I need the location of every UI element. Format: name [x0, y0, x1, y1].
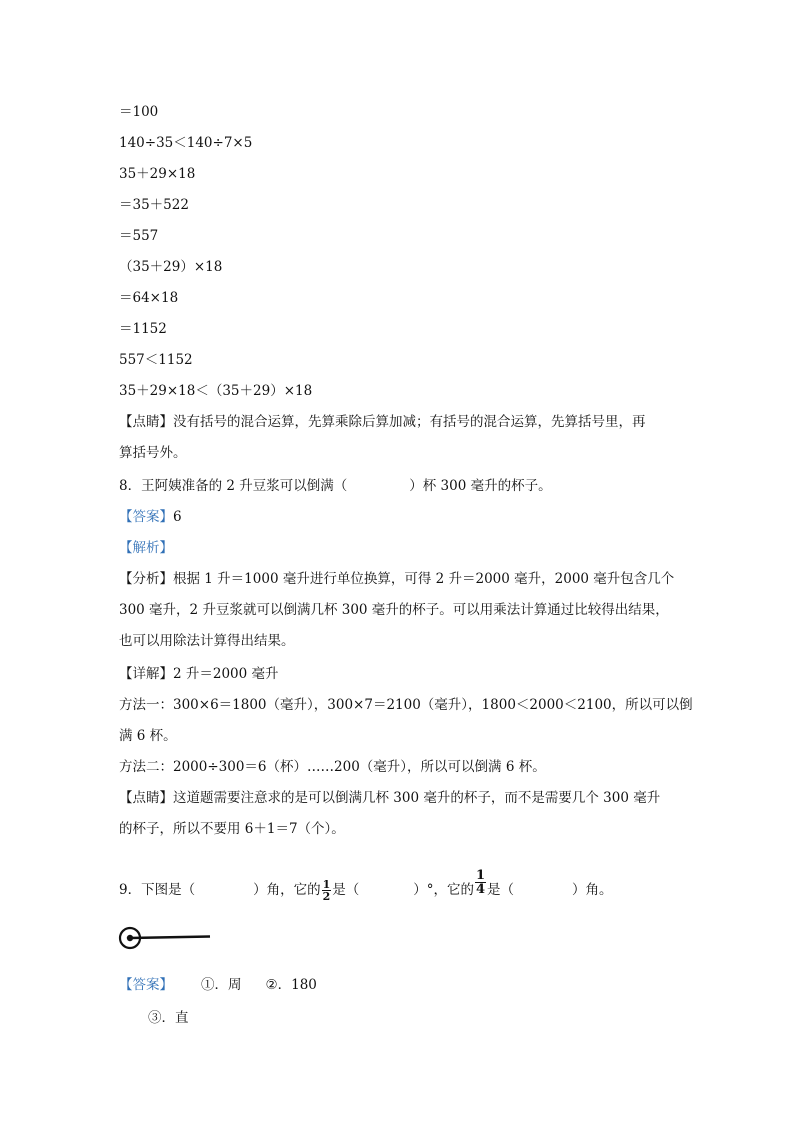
- q8-xiangjie: 【详解】2 升＝2000 毫升: [119, 666, 279, 682]
- calc-line: 557＜1152: [119, 352, 193, 368]
- q8-fenxi-cont: 300 毫升，2 升豆浆就可以倒满几杯 300 毫升的杯子。可以用乘法计算通过比较得出结果，: [119, 602, 669, 618]
- answer-tag: 【答案】: [119, 977, 173, 993]
- fraction-quarter: $\frac{1}{4}$: [476, 868, 486, 897]
- q8-method1-cont: 满 6 杯。: [119, 728, 177, 744]
- q8-answer: [119, 508, 182, 526]
- xiangjie-tag: 【详解】: [119, 666, 173, 682]
- tip-tag: 【点睛】: [119, 790, 173, 806]
- calc-line: ＝100: [119, 104, 159, 120]
- q9-question: 9．下图是（ ）角，它的 $\frac{1}{2}$ 是（ ）°，它的 $\frac{1}{4}$ 是（ ）角。: [119, 868, 613, 903]
- fenxi-tag: 【分析】: [119, 571, 173, 587]
- q8-fenxi-cont: 也可以用除法计算得出结果。: [119, 633, 295, 649]
- tip-tag: 【点睛】: [119, 414, 173, 430]
- q8-question: 8．王阿姨准备的 2 升豆浆可以倒满（ ）杯 300 毫升的杯子。: [119, 478, 552, 494]
- q8-tip-cont: 的杯子，所以不要用 6＋1＝7（个）。: [119, 821, 345, 837]
- q8-analysis-tag: 【解析】: [119, 540, 173, 556]
- answer-value: 6: [173, 509, 182, 525]
- q8-fenxi: 【分析】根据 1 升＝1000 毫升进行单位换算，可得 2 升＝2000 毫升，2000 毫升包含几个: [119, 571, 675, 587]
- answer-1: ①．周: [201, 977, 242, 993]
- fraction-half: $\frac{1}{2}$: [322, 878, 331, 903]
- q9-answer: [119, 976, 317, 994]
- calc-line: 35＋29×18: [119, 166, 196, 182]
- calc-line: ＝64×18: [119, 290, 179, 306]
- calc-line: ＝557: [119, 228, 159, 244]
- full-angle-figure: [117, 925, 217, 953]
- answer-3: ③．直: [148, 1010, 189, 1026]
- q7-tip-cont: 算括号外。: [119, 445, 187, 461]
- calc-line: ＝1152: [119, 321, 167, 337]
- calc-line: 35＋29×18＜（35＋29）×18: [119, 383, 313, 399]
- tip-text: 没有括号的混合运算，先算乘除后算加减；有括号的混合运算，先算括号里，再: [173, 414, 646, 430]
- q8-method2: 方法二：2000÷300＝6（杯）……200（毫升），所以可以倒满 6 杯。: [119, 759, 546, 775]
- q8-method1: 方法一：300×6＝1800（毫升），300×7＝2100（毫升），1800＜2000＜2100，所以可以倒: [119, 697, 693, 713]
- q7-tip: [119, 413, 646, 431]
- calc-line: ＝35＋522: [119, 197, 189, 213]
- q8-tip: 【点睛】这道题需要注意求的是可以倒满几杯 300 毫升的杯子，而不是需要几个 300 毫升: [119, 790, 661, 806]
- calc-line: （35＋29）×18: [119, 259, 223, 275]
- answer-tag: 【答案】: [119, 509, 173, 525]
- calc-line: 140÷35＜140÷7×5: [119, 135, 253, 151]
- answer-2: ②．180: [265, 977, 317, 993]
